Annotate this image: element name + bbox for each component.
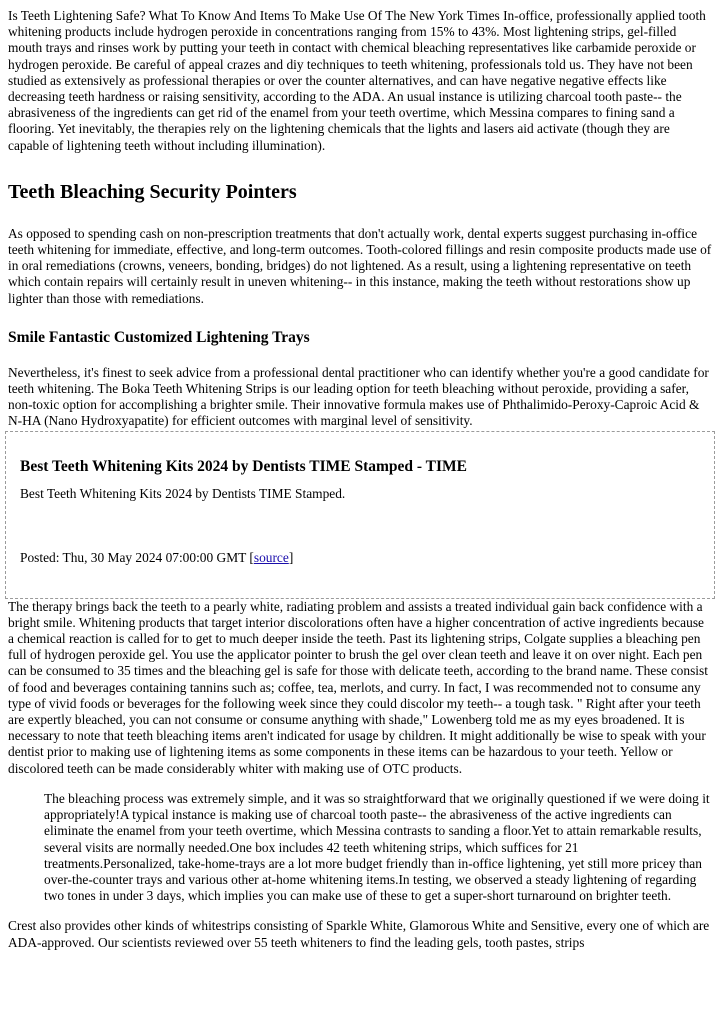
intro-paragraph: Is Teeth Lightening Safe? What To Know And Items To Make Use Of The New York Times In-office, professionally applied tooth whitening products include hydrogen peroxide in concentrations ranging from 15% to 43%. Most lightening strips, gel-filled mouth trays and rinses work by putting your teeth in contact with chemical bleaching representatives like carbamide peroxide or hydrogen peroxide. Be careful of appeal crazes and diy techniques to teeth whitening, professionals told us. They have not been studied as extensively as professional therapies or over the counter alternatives, and can have negative negative effects like decreasing teeth hardness or raising sensitivity, according to the ADA. An usual instance is utilizing charcoal tooth paste-- the abrasiveness of the ingredients can get rid of the enamel from your teeth overtime, which Messina compares to fining sand a flooring. Yet inevitably, the therapies rely on the lightening chemicals that the lights and lasers aid activate (though they are capable of lightening teeth without including illumination). bbox=[8, 8, 706, 153]
news-card bbox=[5, 431, 715, 599]
body-paragraph: As opposed to spending cash on non-prescription treatments that don't actually work, dental experts suggest purchasing in-office teeth whitening for immediate, effective, and long-term outcomes. Tooth-colored fillings and resin composite products made use of in oral remediations (crowns, veneers, bonding, bridges) do not lightened. As a result, using a lightening representative on teeth which contain repairs will certainly result in uneven whitening-- in this instance, making the teeth without restorations show up lighter than those with remediations. bbox=[8, 225, 712, 306]
posted-date: Posted: Thu, 30 May 2024 07:00:00 GMT [ bbox=[20, 549, 254, 565]
subsection-heading: Smile Fantastic Customized Lightening Trays bbox=[8, 328, 310, 346]
news-card-posted bbox=[20, 550, 700, 566]
news-card-title: Best Teeth Whitening Kits 2024 by Dentists TIME Stamped - TIME bbox=[20, 457, 467, 475]
news-card-description: Best Teeth Whitening Kits 2024 by Dentists TIME Stamped. bbox=[20, 485, 346, 501]
source-link[interactable]: source bbox=[253, 549, 289, 565]
body-paragraph: Crest also provides other kinds of whitestrips consisting of Sparkle White, Glamorous White and Sensitive, every one of which are ADA-approved. Our scientists reviewed over 55 teeth whiteners to find the leading gels, tooth pastes, strips bbox=[8, 918, 710, 950]
body-paragraph: Nevertheless, it's finest to seek advice from a professional dental practitioner who can identify whether you're a good candidate for teeth whitening. The Boka Teeth Whitening Strips is our leading option for teeth bleaching without peroxide, providing a safer, non-toxic option for accomplishing a brighter smile. Their innovative formula makes use of Phthalimido-Peroxy-Caproic Acid & N-HA (Nano Hydroxyapatite) for efficient outcomes with marginal level of sensitivity. bbox=[8, 364, 709, 429]
blockquote: The bleaching process was extremely simple, and it was so straightforward that we originally questioned if we were doing it appropriately!A typical instance is making use of charcoal tooth paste-- the abrasiveness of the active ingredients can eliminate the enamel from your teeth overtime, which Messina contrasts to sanding a floor.Yet to attain remarkable results, several visits are normally needed.One box includes 42 teeth whitening strips, which suffices for 21 treatments.Personalized, take-home-trays are a lot more budget friendly than in-office lightening, yet still more pricey than over-the-counter trays and various other at-home whitening items.In testing, we observed a steady lightening of regarding two tones in under 3 days, which implies you can make use of these to get a super-short turnaround on brighter teeth. bbox=[44, 790, 710, 904]
posted-suffix: ] bbox=[288, 549, 294, 565]
section-heading: Teeth Bleaching Security Pointers bbox=[8, 180, 297, 203]
body-paragraph: The therapy brings back the teeth to a pearly white, radiating problem and assists a treated individual gain back confidence with a bright smile. Whitening products that target interior discolorations often have a higher concentration of active ingredients because a chemical reaction is called for to get to much deeper inside the teeth. Past its lightening strips, Colgate supplies a bleaching pen full of hydrogen peroxide gel. You use the applicator pointer to brush the gel over clean teeth and leave it on over night. Each pen can be consumed to 35 times and the bleaching gel is safe for those with delicate teeth, according to the brand name. These consist of food and beverages containing tannins such as; coffee, tea, merlots, and curry. In fact, I was recommended not to consume any type of vivid foods or beverages for the following week since they could discolor my teeth-- a tough task. " Right after your teeth are expertly bleached, you can not consume or consume anything with shade," Lowenberg told me as my eyes broadened. It is necessary to note that teeth bleaching items aren't indicated for usage by children. It might additionally be wise to speak with your dentist prior to making use of lightening items as some components in these items can be hazardous to your teeth. Yellow or discolored teeth can be made considerably whiter with making use of OTC products. bbox=[8, 598, 708, 776]
